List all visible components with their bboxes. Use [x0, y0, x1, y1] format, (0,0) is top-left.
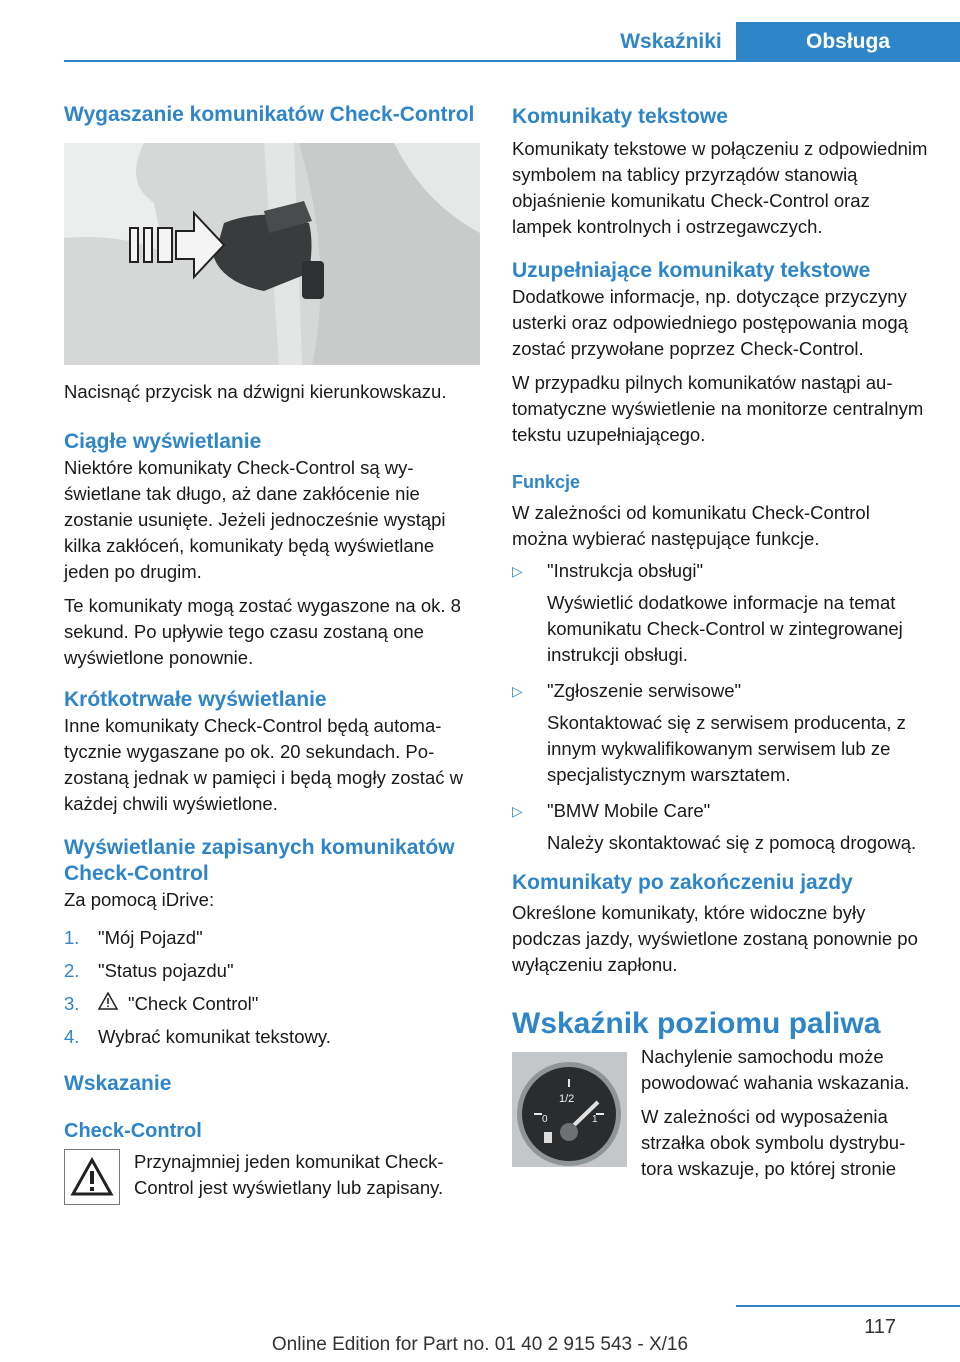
triangle-bullet-icon: ▷	[512, 683, 523, 699]
fuel-section	[512, 1046, 928, 1182]
list-item: ▷ "Zgłoszenie serwisowe" Skontaktować się z serwisem producenta, z innym wykwalifikowanym serwisem lub ze specjalistycznym warsztatem.	[512, 678, 928, 788]
functions-list	[512, 558, 928, 856]
warning-icon	[98, 987, 120, 1020]
heading-dismiss: Wygaszanie komunikatów Check-Control	[64, 103, 475, 126]
heading-supplementary: Uzupełniające komunikaty tekstowe	[512, 259, 871, 282]
list-item: ▷ "Instrukcja obsługi" Wyświetlić dodatkowe informacje na temat komunikatu Check-Control w zintegrowanej instrukcji obsługi.	[512, 558, 928, 668]
check-control-note	[64, 1149, 480, 1205]
para-fuel-1: Nachylenie samochodu może powodować wahania wskazania.	[641, 1046, 910, 1093]
para-idrive: Za pomocą iDrive:	[64, 889, 215, 910]
para-functions: W zależności od komunikatu Check-Control można wybierać następujące funkcje.	[512, 502, 870, 549]
right-column	[512, 102, 928, 1182]
list-item: 4. Wybrać komunikat tekstowy.	[64, 1026, 331, 1047]
heading-text-messages: Komunikaty tekstowe	[512, 105, 728, 128]
steps-list	[64, 921, 480, 1053]
list-item: 1. "Mój Pojazd"	[64, 927, 203, 948]
triangle-bullet-icon: ▷	[512, 803, 523, 819]
heading-after-drive: Komunikaty po zakończeniu jazdy	[512, 871, 853, 894]
para-supplementary: Dodatkowe informacje, np. dotyczące przyczyny usterki oraz odpowiedniego postępowania mogą zostać przywołane poprzez Check-Control.	[512, 286, 908, 359]
warning-icon	[64, 1149, 120, 1205]
heading-continuous: Ciągłe wyświetlanie	[64, 430, 262, 453]
figure-caption: Nacisnąć przycisk na dźwigni kierunkowskazu.	[64, 381, 447, 402]
para-continuous-2: Te komunikaty mogą zostać wygaszone na ok. 8 sekund. Po upływie tego czasu zostaną one wyświetlone ponownie.	[64, 595, 461, 668]
para-after-drive: Określone komunikaty, które widoczne były podczas jazdy, wyświetlone zostaną ponownie po wyłączeniu zapłonu.	[512, 902, 918, 975]
list-item: ▷ "BMW Mobile Care" Należy skontaktować się z pomocą drogową.	[512, 798, 928, 856]
edition-footer: Online Edition for Part no. 01 40 2 915 543 - X/16	[271, 1334, 689, 1355]
para-text-messages: Komunikaty tekstowe w połączeniu z odpowiednim symbolem na tablicy przyrządów stanowią objaśnienie komunikatu Check-Control oraz lampek kontrolnych i ostrzegawczych.	[512, 138, 928, 237]
svg-text:1: 1	[592, 1114, 598, 1125]
fuel-gauge-image	[512, 1052, 627, 1167]
left-column	[64, 102, 480, 1205]
heading-check-control: Check-Control	[64, 1120, 202, 1142]
footer-rule	[736, 1305, 960, 1307]
para-continuous: Niektóre komunikaty Check-Control są wyświetlane tak długo, aż dane zakłócenie nie zostanie usunięte. Jeżeli jednocześnie wystąpi kilka zakłóceń, komunikaty będą wyświetlane jeden po drugim.	[64, 457, 446, 582]
para-fuel-2: W zależności od wyposażenia strzałka obok symbolu dystrybutora wskazuje, po której stronie	[641, 1106, 906, 1179]
para-check-control: Przynajmniej jeden komunikat Check-Control jest wyświetlany lub zapisany.	[134, 1151, 444, 1198]
heading-short: Krótkotrwałe wyświetlanie	[64, 688, 327, 711]
list-item: 2. "Status pojazdu"	[64, 960, 234, 981]
lever-illustration	[64, 143, 480, 365]
heading-fuel-gauge: Wskaźnik poziomu paliwa	[512, 1007, 881, 1040]
para-short: Inne komunikaty Check-Control będą automatycznie wygaszane po ok. 20 sekundach. Pozostaną jednak w pamięci i będą mogły zostać w każdej chwili wyświetlone.	[64, 715, 463, 814]
heading-saved: Wyświetlanie zapisanych komunikatów Check-Control	[64, 836, 455, 885]
triangle-bullet-icon: ▷	[512, 563, 523, 579]
svg-text:0: 0	[542, 1114, 548, 1125]
para-supplementary-2: W przypadku pilnych komunikatów nastąpi automatyczne wyświetlenie na monitorze centralnym tekstu uzupełniającego.	[512, 372, 924, 445]
list-item: 3. "Check Control"	[64, 987, 480, 1020]
page-number: 117	[864, 1316, 896, 1338]
heading-functions: Funkcje	[512, 472, 581, 492]
svg-text:1/2: 1/2	[559, 1093, 575, 1105]
tab-wskazniki[interactable]: Wskaźniki	[620, 30, 722, 53]
turn-signal-lever-figure	[64, 143, 480, 365]
heading-indication: Wskazanie	[64, 1072, 172, 1095]
tab-obsluga[interactable]: Obsługa	[736, 22, 960, 62]
